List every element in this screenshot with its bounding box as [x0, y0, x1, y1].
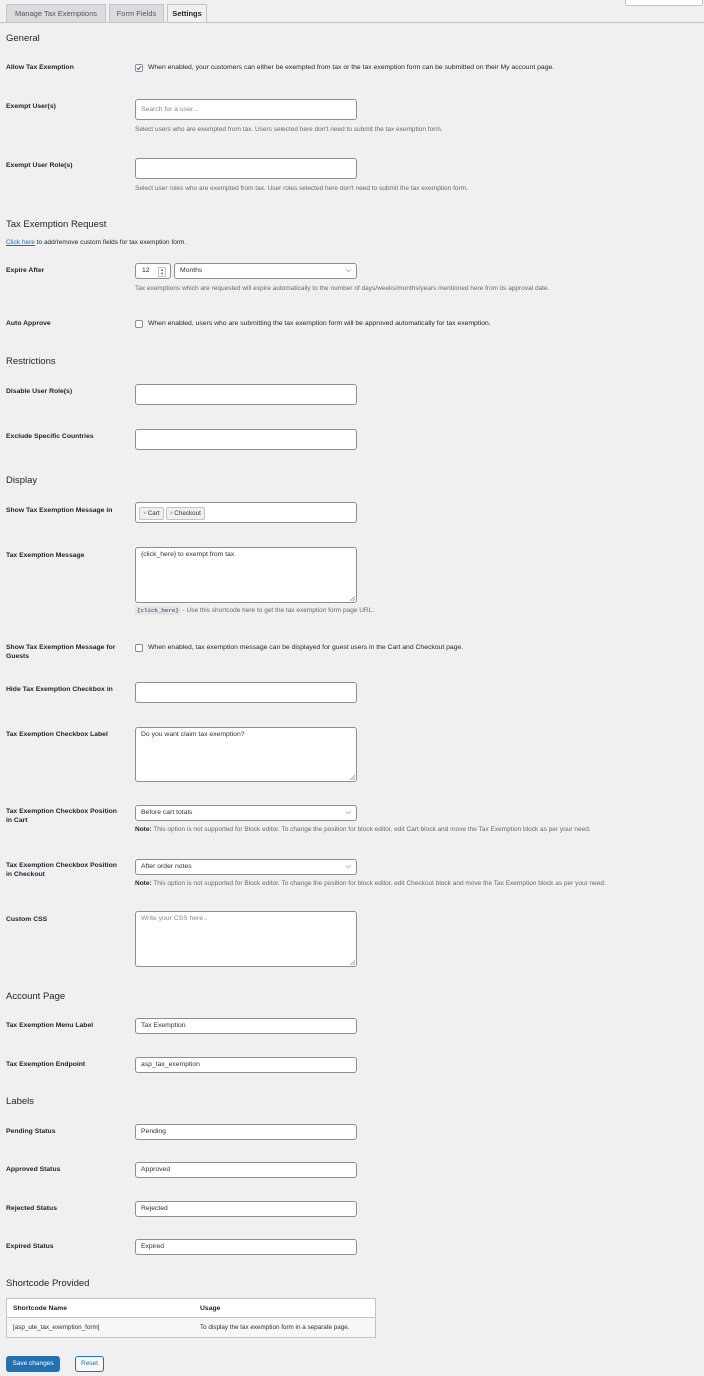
allow-tax-exemption-text: When enabled, your customers can either be exempted from tax or the tax exemption form can be submitted on their My account page.	[148, 64, 555, 71]
expired-status-input[interactable]: Expired	[135, 1239, 357, 1255]
guests-text: When enabled, tax exemption message can be displayed for guest users in the Cart and Checkout page.	[148, 644, 464, 651]
disable-user-roles-input[interactable]	[135, 384, 357, 405]
checkout-position-value: After order notes	[141, 863, 192, 870]
exempt-users-label: Exempt User(s)	[6, 103, 56, 110]
expire-after-number[interactable]	[135, 263, 171, 279]
save-changes-button[interactable]: Save changes	[6, 1356, 60, 1372]
rejected-status-input[interactable]: Rejected	[135, 1201, 357, 1217]
expire-unit-value: Months	[180, 267, 203, 274]
shortcode-name-cell: [asp_ute_tax_exemption_form]	[7, 1318, 195, 1338]
section-heading-general: General	[6, 33, 40, 44]
hide-checkbox-in-label: Hide Tax Exemption Checkbox in	[6, 686, 113, 693]
exclude-countries-label: Exclude Specific Countries	[6, 433, 94, 440]
tab-settings[interactable]: Settings	[167, 4, 207, 23]
shortcode-hint-text: - Use this shortcode here to get the tax exemption form page URL.	[180, 607, 375, 614]
expire-after-desc: Tax exemptions which are requested will expire automatically to the number of days/weeks/months/years mentioned here from its approval date.	[135, 285, 550, 292]
tax-exemption-message-textarea[interactable]: {click_here} to exempt from tax.	[135, 547, 357, 603]
click-here-link[interactable]: Click here	[6, 239, 35, 246]
remove-icon[interactable]: ×	[143, 510, 147, 517]
top-right-input[interactable]	[625, 0, 703, 6]
table-header-row	[7, 1299, 376, 1318]
expired-status-label: Expired Status	[6, 1243, 54, 1250]
chevron-down-icon: ⌵	[345, 863, 351, 870]
tag-checkout-label: Checkout	[174, 510, 201, 517]
allow-tax-exemption-checkbox[interactable]	[135, 64, 143, 72]
endpoint-label: Tax Exemption Endpoint	[6, 1061, 86, 1068]
exclude-countries-input[interactable]	[135, 429, 357, 450]
tag-cart-label: Cart	[147, 510, 160, 517]
approved-status-input[interactable]: Approved	[135, 1162, 357, 1178]
remove-icon[interactable]: ×	[169, 510, 174, 517]
menu-label-input[interactable]: Tax Exemption	[135, 1018, 357, 1034]
section-heading-display: Display	[6, 475, 38, 486]
shortcodes-table	[6, 1298, 376, 1338]
exempt-user-roles-label: Exempt User Role(s)	[6, 162, 73, 169]
section-heading-shortcodes: Shortcode Provided	[6, 1278, 90, 1289]
show-message-in-label: Show Tax Exemption Message in	[6, 507, 113, 514]
custom-css-label: Custom CSS	[6, 916, 48, 923]
cart-position-note: Note: This option is not supported for Block editor. To change the position for block editor, edit Cart block and move the Tax Exemption block as per your need.	[135, 826, 591, 833]
section-heading-labels: Labels	[6, 1096, 34, 1107]
auto-approve-text: When enabled, users who are submitting the tax exemption form will be approved automatically for tax exemption.	[148, 320, 491, 327]
menu-label-label: Tax Exemption Menu Label	[6, 1022, 94, 1029]
section-heading-account: Account Page	[6, 991, 66, 1002]
section-heading-restrictions: Restrictions	[6, 356, 56, 367]
checkout-position-note: Note: This option is not supported for Block editor. To change the position for block editor, edit Checkout block and move the Tax Exemption block as per your need.	[135, 880, 606, 887]
expire-after-label: Expire After	[6, 267, 45, 274]
rejected-status-label: Rejected Status	[6, 1205, 57, 1212]
checkout-position-select[interactable]	[135, 859, 357, 875]
section-heading-request: Tax Exemption Request	[6, 219, 107, 230]
chevron-down-icon: ⌵	[345, 267, 351, 274]
table-row	[7, 1318, 376, 1338]
tab-manage-tax-exemptions[interactable]: Manage Tax Exemptions	[6, 4, 106, 22]
checkbox-label-textarea[interactable]: Do you want claim tax exemption?	[135, 727, 357, 782]
exempt-users-desc: Select users who are exempted from tax. Users selected here don't need to submit the tax exemption form.	[135, 126, 443, 133]
checkbox-label-label: Tax Exemption Checkbox Label	[6, 731, 108, 738]
hide-checkbox-in-select[interactable]	[135, 682, 357, 703]
allow-tax-exemption-label: Allow Tax Exemption	[6, 64, 74, 71]
approved-status-label: Approved Status	[6, 1166, 61, 1173]
pending-status-label: Pending Status	[6, 1128, 56, 1135]
tabs-divider	[0, 22, 704, 23]
exempt-user-roles-input[interactable]	[135, 158, 357, 179]
custom-css-textarea[interactable]: Write your CSS here..	[135, 911, 357, 967]
cart-position-value: Before cart totals	[141, 809, 193, 816]
pending-status-input[interactable]: Pending	[135, 1124, 357, 1140]
guests-checkbox[interactable]	[135, 644, 143, 652]
expire-unit-select[interactable]	[174, 263, 357, 279]
custom-fields-line	[6, 239, 186, 246]
custom-fields-text: to add/remove custom fields for tax exemption form.	[34, 239, 187, 246]
shortcode-code: {click_here}	[137, 607, 179, 614]
tax-exemption-message-label: Tax Exemption Message	[6, 552, 85, 559]
checkmark-icon	[136, 65, 142, 71]
disable-user-roles-label: Disable User Role(s)	[6, 388, 73, 395]
shortcode-hint	[135, 607, 374, 614]
spinner-arrows-icon[interactable]: ▲ ▼	[158, 267, 166, 277]
tab-form-fields[interactable]: Form Fields	[109, 4, 164, 22]
column-header-name: Shortcode Name	[7, 1299, 195, 1318]
guests-label: Show Tax Exemption Message for Guests	[6, 644, 116, 660]
auto-approve-label: Auto Approve	[6, 320, 51, 327]
tag-cart[interactable]	[139, 507, 164, 520]
cart-position-select[interactable]	[135, 805, 357, 821]
cart-position-label: Tax Exemption Checkbox Position in Cart	[6, 808, 117, 824]
exempt-user-roles-desc: Select user roles who are exempted from tax. User roles selected here don't need to submit the tax exemption form.	[135, 185, 468, 192]
tag-checkout[interactable]	[166, 507, 205, 520]
column-header-usage: Usage	[194, 1299, 376, 1318]
shortcode-usage-cell: To display the tax exemption form in a separate page.	[194, 1318, 376, 1338]
expire-after-value: 12	[142, 267, 150, 274]
chevron-down-icon: ⌵	[345, 809, 351, 816]
auto-approve-checkbox[interactable]	[135, 320, 143, 328]
show-message-in-select[interactable]	[135, 502, 357, 523]
exempt-users-input[interactable]: Search for a user...	[135, 99, 357, 120]
checkout-position-label: Tax Exemption Checkbox Position in Checkout	[6, 862, 117, 878]
reset-button[interactable]: Reset	[75, 1356, 104, 1372]
endpoint-input[interactable]: asp_tax_exemption	[135, 1057, 357, 1073]
